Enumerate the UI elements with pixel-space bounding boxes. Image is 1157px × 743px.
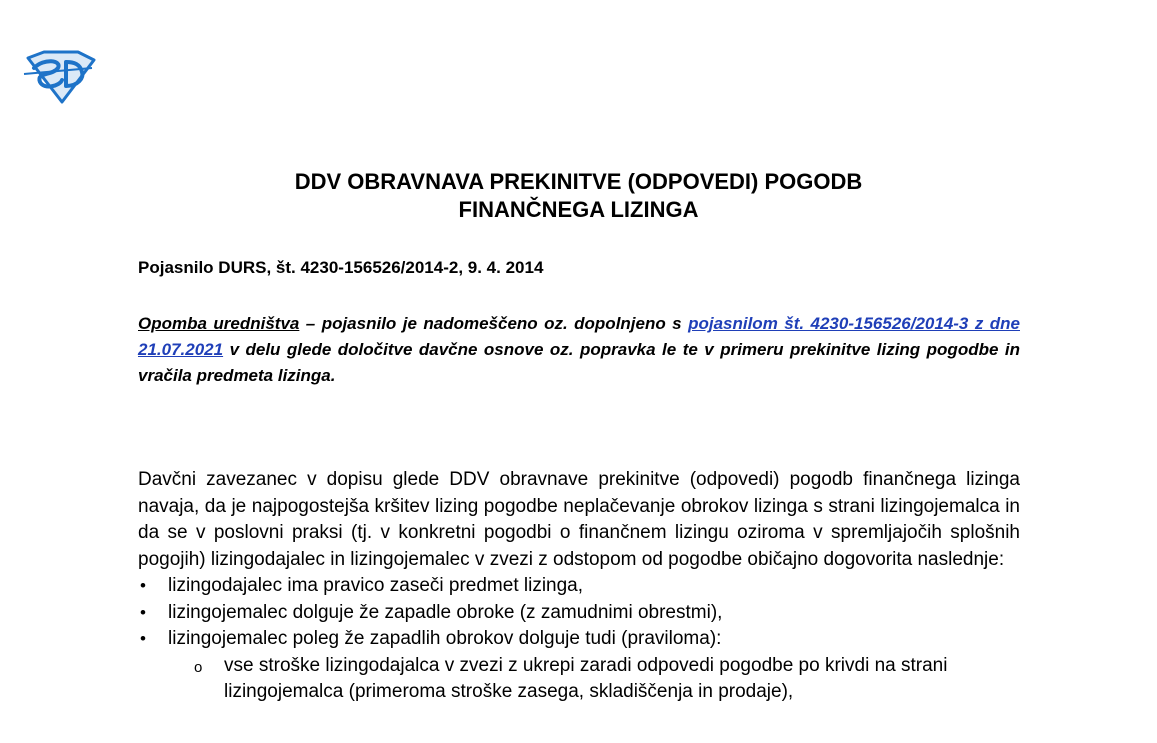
list-item: • lizingodajalec ima pravico zaseči predmet lizinga, <box>138 573 1020 600</box>
list-item <box>138 626 1020 706</box>
editorial-note <box>138 311 1020 389</box>
document-body <box>138 467 1020 706</box>
company-logo-icon <box>22 50 96 104</box>
title-line-1: DDV OBRAVNAVA PREKINITVE (ODPOVEDI) POGODB <box>294 169 863 194</box>
document-title <box>0 168 1157 224</box>
sub-list-item: o vse stroške lizingodajalca v zvezi z ukrepi zaradi odpovedi pogodbe po krivdi na strani lizingojemalca (primeroma stroške zasega, skladiščenja in prodaje), <box>224 653 1020 706</box>
sub-bullet-list <box>168 653 1020 706</box>
note-link[interactable]: pojasnilom št. 4230-156526/2014-3 z dne 21.07.2021 <box>138 314 1020 359</box>
list-item: • lizingojemalec dolguje že zapadle obroke (z zamudnimi obrestmi), <box>138 600 1020 627</box>
note-text-2: v delu glede določitve davčne osnove oz. popravka le te v primeru prekinitve lizing pogodbe in vračila predmeta lizinga. <box>138 340 1020 385</box>
note-label: Opomba uredništva <box>138 314 300 333</box>
document-subtitle: Pojasnilo DURS, št. 4230-156526/2014-2, 9. 4. 2014 <box>138 258 544 277</box>
bullet-list <box>138 573 1020 706</box>
note-text-1: – pojasnilo je nadomeščeno oz. dopolnjeno s <box>299 314 689 333</box>
list-item-text: lizingojemalec poleg že zapadlih obrokov dolguje tudi (praviloma): <box>168 628 722 649</box>
intro-paragraph: Davčni zavezanec v dopisu glede DDV obravnave prekinitve (odpovedi) pogodb finančnega lizinga navaja, da je najpogostejša kršitev lizing pogodbe neplačevanje obrokov lizinga s strani lizingojemalca in da se v poslovni praksi (tj. v konkretni pogodbi o finančnem lizingu oziroma v spremljajočih splošnih pogojih) lizingodajalec in lizingojemalec v zvezi z odstopom od pogodbe običajno dogovorita naslednje: <box>138 469 1020 570</box>
title-line-2: FINANČNEGA LIZINGA <box>458 197 699 222</box>
